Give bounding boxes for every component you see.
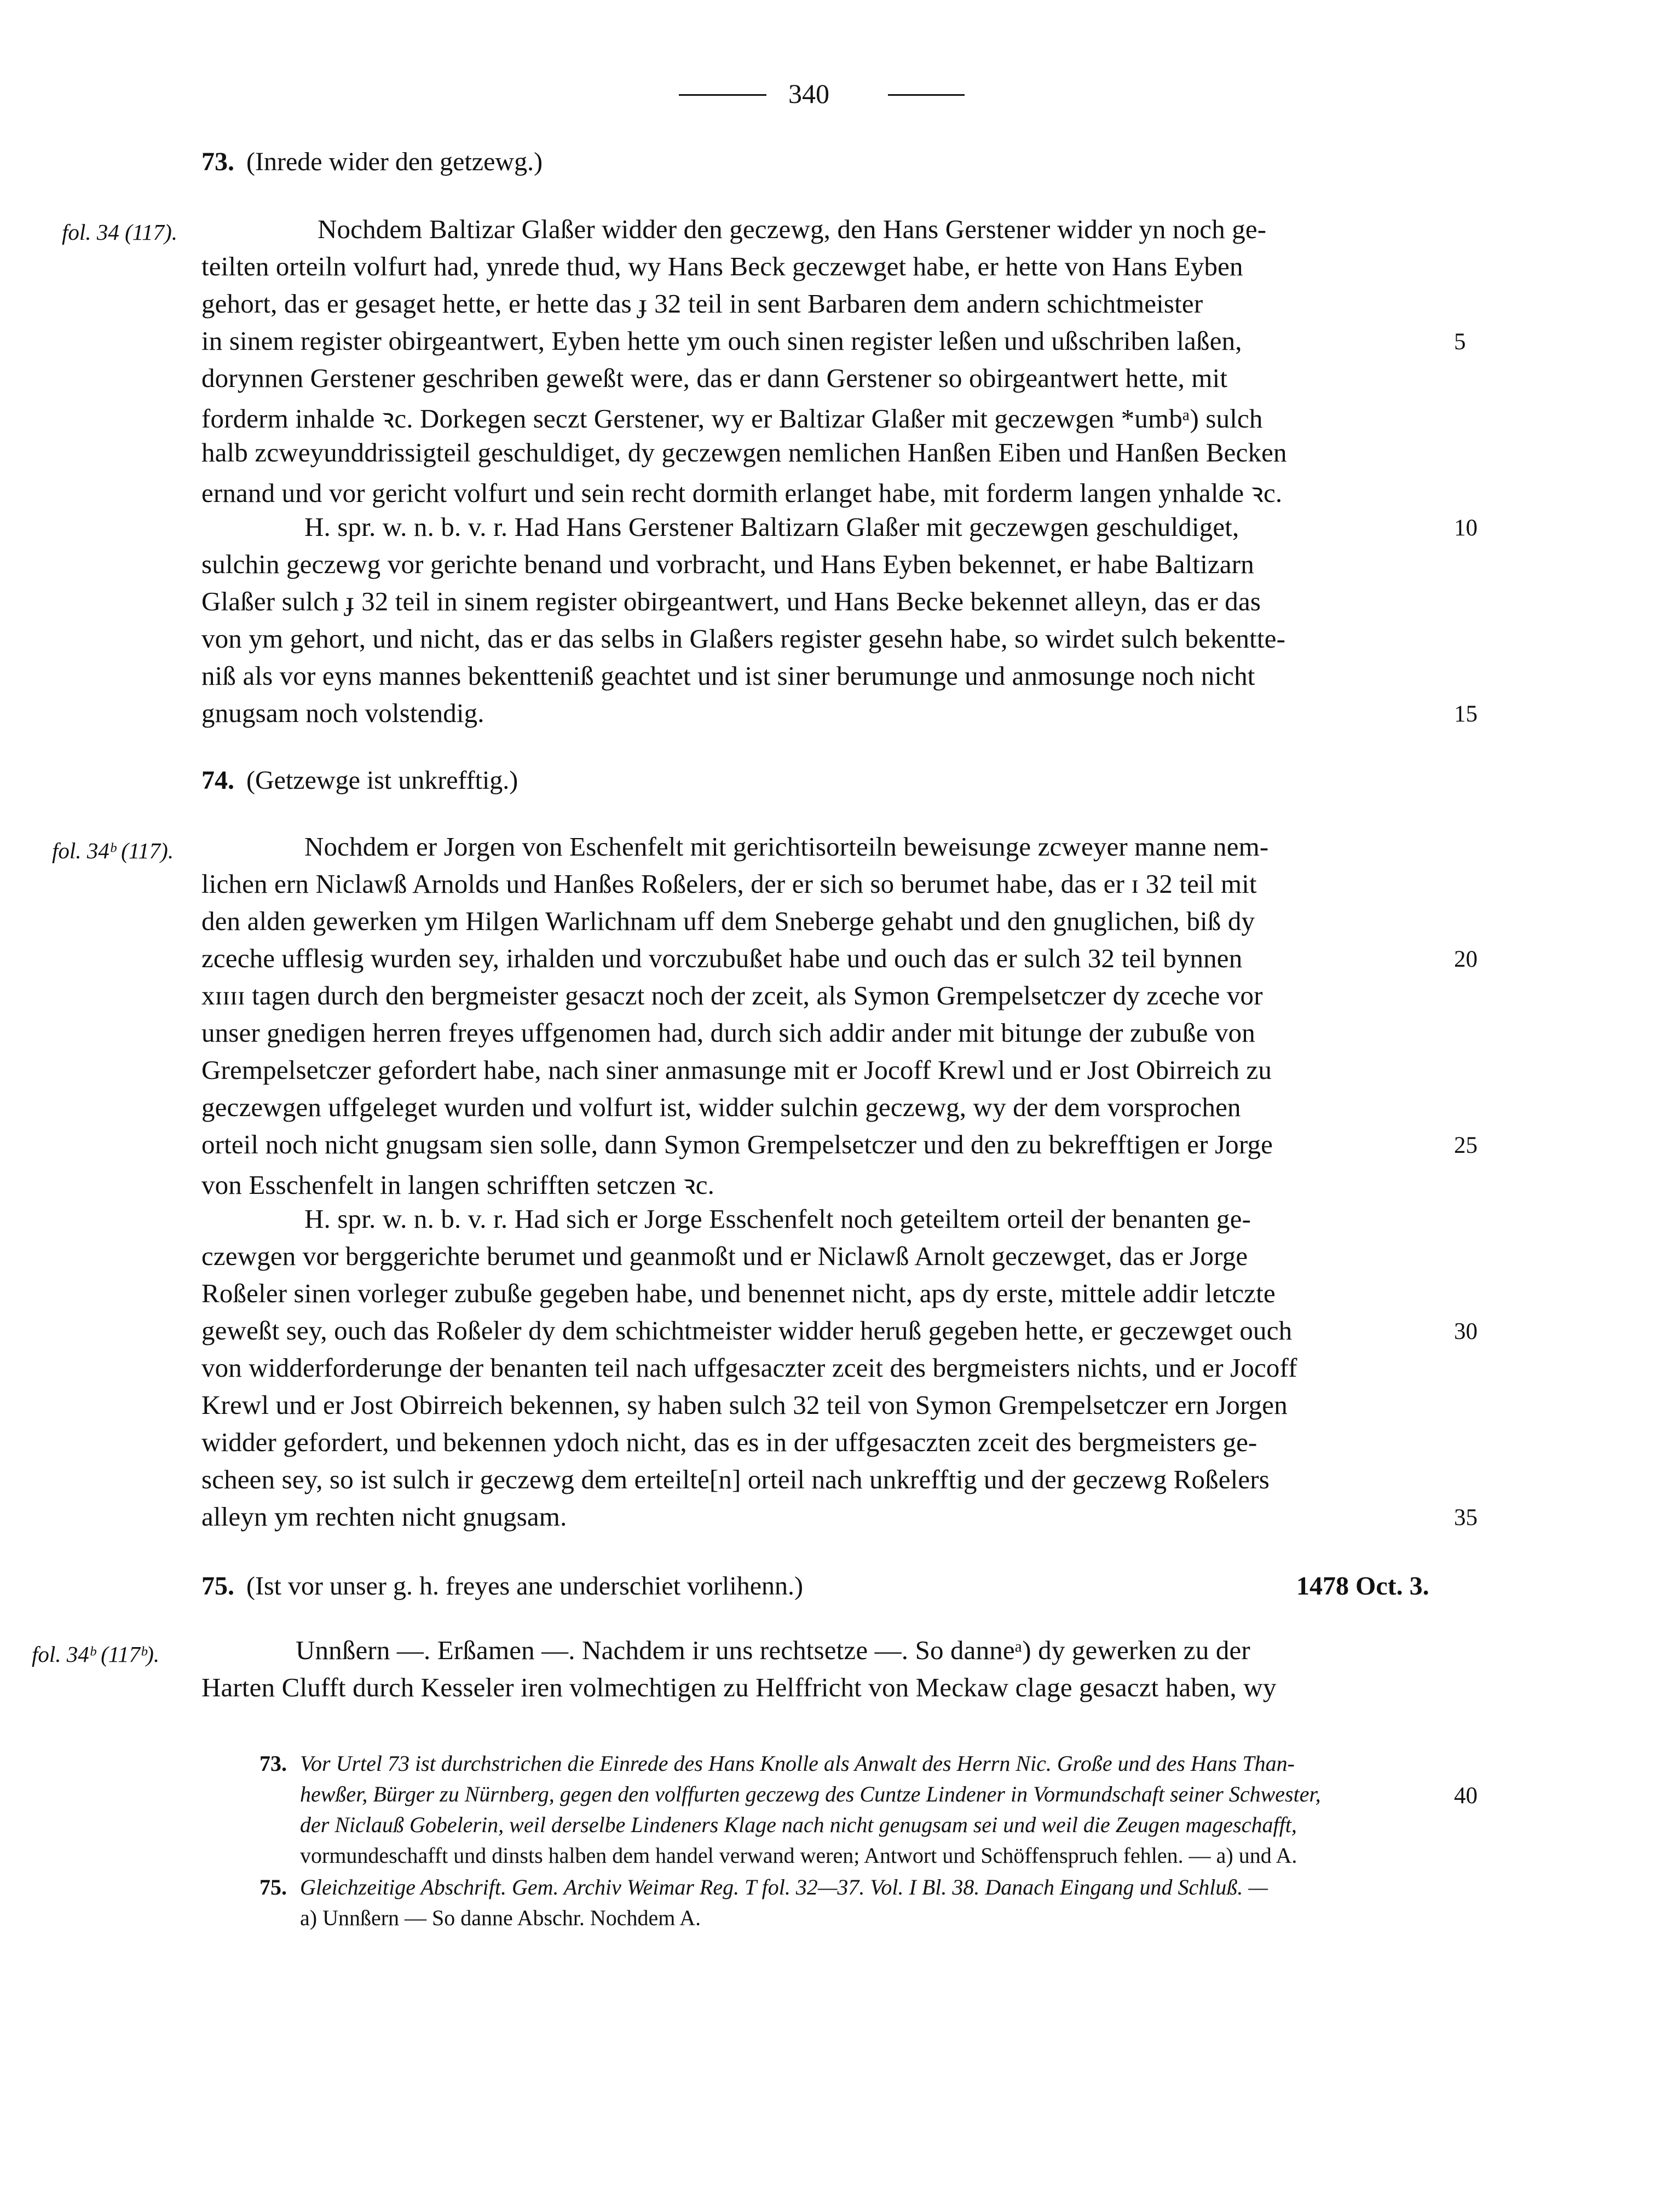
line-number: 5 — [1454, 329, 1466, 355]
text-line: Glaßer sulch ɟ 32 teil in sinem register obirgeantwert, und Hans Becke bekennet alleyn, das er das — [201, 586, 1261, 616]
line-number: 40 — [1454, 1783, 1478, 1809]
text-line: von ym gehort, und nicht, das er das selbs in Glaßers register gesehn habe, so wirdet sulch bekentte- — [201, 623, 1286, 654]
line-number: 20 — [1454, 946, 1478, 972]
entry-heading — [201, 765, 518, 795]
line-number: 25 — [1454, 1133, 1478, 1158]
text-line: gehort, das er gesaget hette, er hette das ɟ 32 teil in sent Barbaren dem andern schichtmeister — [201, 288, 1203, 319]
entry-date: 1478 Oct. 3. — [1296, 1572, 1429, 1601]
text-line: xɪɪɪɪ tagen durch den bergmeister gesaczt noch der zceit, als Symon Grempelsetczer dy zceche vor — [201, 980, 1263, 1010]
text-line: Grempelsetczer gefordert habe, nach siner anmasunge mit er Jocoff Krewl und er Jost Obirreich zu — [201, 1055, 1272, 1085]
text-line: gnugsam noch volstendig. — [201, 698, 484, 728]
text-line: niß als vor eyns mannes bekentteniß geachtet und ist siner berumunge und anmosunge noch nicht — [201, 661, 1255, 691]
text-line: widder gefordert, und bekennen ydoch nicht, das es in der uffgesaczten zceit des bergmeisters ge- — [201, 1427, 1257, 1457]
folio-reference: fol. 34ᵇ (117). — [52, 838, 174, 863]
footnote-number: 73. — [259, 1751, 287, 1776]
text-line: Krewl und er Jost Obirreich bekennen, sy haben sulch 32 teil von Symon Grempelsetczer ern Jorgen — [201, 1390, 1288, 1420]
page-number-rule-right — [888, 94, 965, 96]
line-number: 10 — [1454, 515, 1478, 541]
text-line: unser gnedigen herren freyes uffgenomen had, durch sich addir ander mit bitunge der zubuße von — [201, 1018, 1255, 1048]
footnote-number: 75. — [259, 1875, 287, 1899]
text-line: czewgen vor berggerichte berumet und geanmoßt und er Niclawß Arnolt geczewget, das er Jorge — [201, 1241, 1248, 1271]
folio-reference: fol. 34 (117). — [62, 220, 178, 245]
line-number: 30 — [1454, 1319, 1478, 1344]
text-line: halb zcweyunddrissigteil geschuldiget, dy geczewgen nemlichen Hanßen Eiben und Hanßen Becken — [201, 437, 1287, 467]
text-line: dorynnen Gerstener geschriben geweßt were, das er dann Gerstener so obirgeantwert hette, mit — [201, 363, 1228, 393]
entry-number: 73. — [201, 147, 234, 176]
text-line: geweßt sey, ouch das Roßeler dy dem schichtmeister widder heruß gegeben hette, er geczewget ouch — [201, 1315, 1293, 1345]
text-line: forderm inhalde ꝛc. Dorkegen seczt Gerstener, wy er Baltizar Glaßer mit geczewgen *umbᵃ) sulch — [201, 403, 1263, 434]
footnote-line: der Niclauß Gobelerin, weil derselbe Lindeners Klage nach nicht genugsam sei und weil die Zeugen mageschafft, — [300, 1812, 1297, 1837]
text-line: Nochdem Baltizar Glaßer widder den geczewg, den Hans Gerstener widder yn noch ge- — [318, 214, 1267, 244]
entry-title: (Getzewge ist unkrefftig.) — [246, 766, 518, 795]
text-line: Unnßern —. Erßamen —. Nachdem ir uns rechtsetze —. So danneᵃ) dy gewerken zu der — [296, 1635, 1250, 1665]
text-line: von Esschenfelt in langen schrifften setczen ꝛc. — [201, 1170, 715, 1200]
text-line: Harten Clufft durch Kesseler iren volmechtigen zu Helffricht von Meckaw clage gesaczt haben, wy — [201, 1672, 1277, 1702]
text-line: orteil noch nicht gnugsam sien solle, dann Symon Grempelsetczer und den zu bekrefftigen er Jorge — [201, 1129, 1273, 1159]
text-line: geczewgen uffgeleget wurden und volfurt ist, widder sulchin geczewg, wy der dem vorsprochen — [201, 1092, 1241, 1122]
text-line: den alden gewerken ym Hilgen Warlichnam uff dem Sneberge gehabt und den gnuglichen, biß dy — [201, 906, 1255, 936]
text-line: in sinem register obirgeantwert, Eyben hette ym ouch sinen register leßen und ußschriben laßen, — [201, 326, 1242, 356]
text-line: sulchin geczewg vor gerichte benand und vorbracht, und Hans Eyben bekennet, er habe Baltizarn — [201, 549, 1254, 579]
entry-heading — [201, 147, 543, 177]
text-line: Roßeler sinen vorleger zubuße gegeben habe, und benennet nicht, aps dy erste, mittele addir letczte — [201, 1278, 1276, 1308]
text-line: H. spr. w. n. b. v. r. Had Hans Gerstener Baltizarn Glaßer mit geczewgen geschuldiget, — [304, 512, 1239, 542]
footnote-line: Vor Urtel 73 ist durchstrichen die Einrede des Hans Knolle als Anwalt des Herrn Nic. Große und des Hans Than- — [300, 1751, 1295, 1776]
page-number: 340 — [788, 78, 829, 109]
text-line: Nochdem er Jorgen von Eschenfelt mit gerichtisorteiln beweisunge zcweyer manne nem- — [304, 831, 1269, 862]
text-line: alleyn ym rechten nicht gnugsam. — [201, 1501, 567, 1532]
footnote-line: Gleichzeitige Abschrift. Gem. Archiv Weimar Reg. T fol. 32—37. Vol. I Bl. 38. Danach Eingang und Schluß. — — [300, 1875, 1268, 1899]
text-line: teilten orteiln volfurt had, ynrede thud, wy Hans Beck geczewget habe, er hette von Hans Eyben — [201, 251, 1243, 281]
entry-number: 75. — [201, 1572, 234, 1601]
text-line: H. spr. w. n. b. v. r. Had sich er Jorge Esschenfelt noch geteiltem orteil der benanten ge- — [304, 1204, 1251, 1234]
entry-title: (Inrede wider den getzewg.) — [246, 147, 543, 176]
text-line: von widderforderunge der benanten teil nach uffgesaczter zceit des bergmeisters nichts, und er Jocoff — [201, 1353, 1297, 1383]
entry-number: 74. — [201, 766, 234, 795]
line-number: 15 — [1454, 701, 1478, 727]
footnote-line: hewßer, Bürger zu Nürnberg, gegen den volffurten geczewg des Cuntze Lindener in Vormundschaft seiner Schwester, — [300, 1782, 1321, 1806]
entry-heading — [201, 1571, 803, 1601]
text-line: lichen ern Niclawß Arnolds und Hanßes Roßelers, der er sich so berumet habe, das er ɪ 32 teil mit — [201, 869, 1257, 899]
text-line: zceche ufflesig wurden sey, irhalden und vorczubußet habe und ouch das er sulch 32 teil bynnen — [201, 943, 1243, 973]
folio-reference: fol. 34ᵇ (117ᵇ). — [32, 1642, 160, 1667]
footnote-line: a) Unnßern — So danne Abschr. Nochdem A. — [300, 1905, 701, 1930]
text-line: scheen sey, so ist sulch ir geczewg dem erteilte[n] orteil nach unkrefftig und der geczewg Roßelers — [201, 1464, 1270, 1494]
footnote-line: vormundeschafft und dinsts halben dem handel verwand weren; Antwort und Schöffenspruch fehlen. — a) und A. — [300, 1843, 1297, 1868]
entry-title: (Ist vor unser g. h. freyes ane underschiet vorlihenn.) — [246, 1572, 803, 1601]
line-number: 35 — [1454, 1505, 1478, 1531]
text-line: ernand und vor gericht volfurt und sein recht dormith erlanget habe, mit forderm langen ynhalde ꝛc. — [201, 478, 1283, 508]
page-number-rule-left — [679, 94, 766, 96]
